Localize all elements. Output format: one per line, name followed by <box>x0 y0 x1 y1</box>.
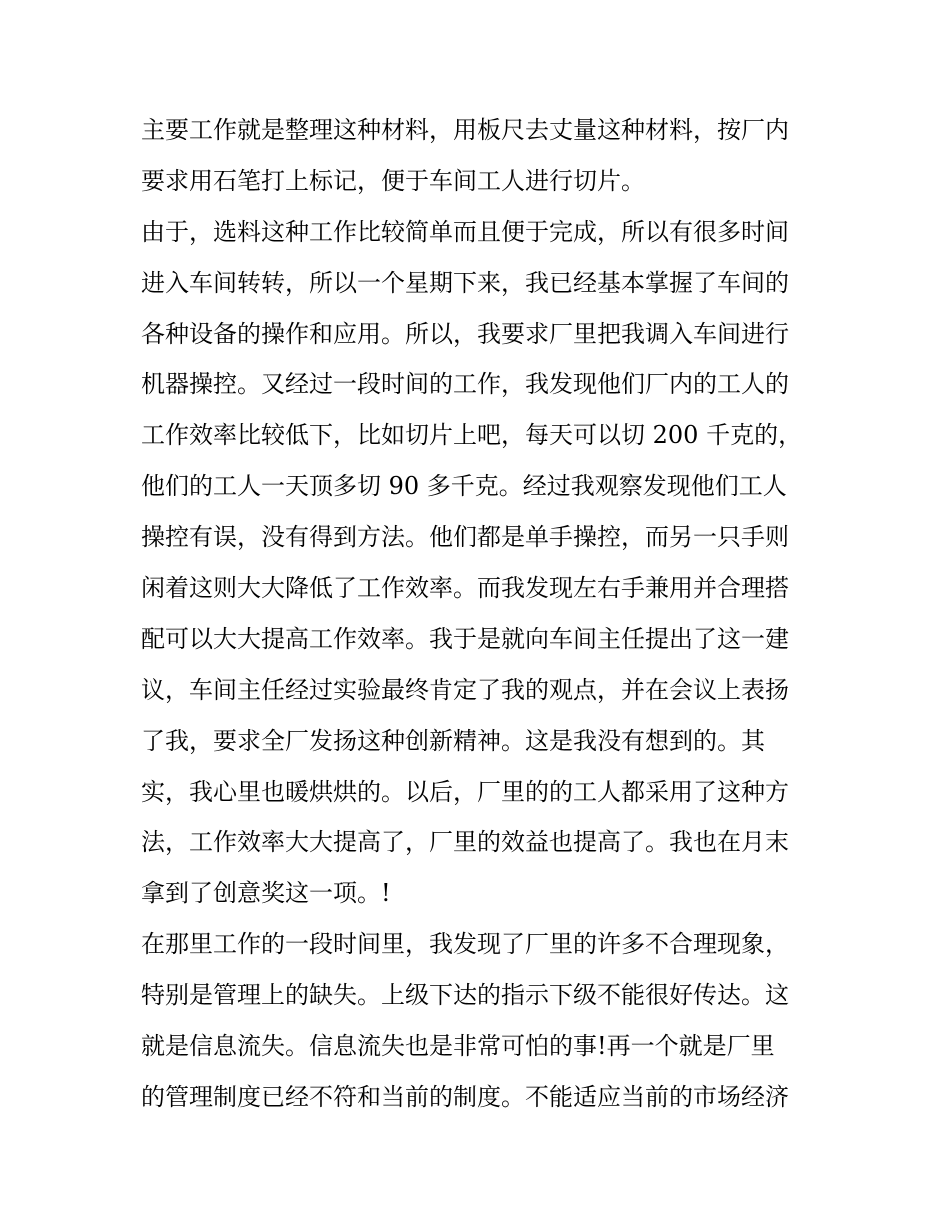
text-line: 议，车间主任经过实验最终肯定了我的观点，并在会议上表扬 <box>141 675 789 704</box>
text-line: 他们的工人一天顶多切 90 多千克。经过我观察发现他们工人 <box>141 472 787 501</box>
text-line: 机器操控。又经过一段时间的工作，我发现他们厂内的工人的 <box>141 370 789 399</box>
text-line: 操控有误，没有得到方法。他们都是单手操控，而另一只手则 <box>141 523 789 552</box>
text-line: 进入车间转转，所以一个星期下来，我已经基本掌握了车间的 <box>141 268 789 297</box>
text-line: 要求用石笔打上标记，便于车间工人进行切片。 <box>141 166 645 195</box>
text-line: 由于，选料这种工作比较简单而且便于完成，所以有很多时间 <box>141 217 789 246</box>
text-line: 各种设备的操作和应用。所以，我要求厂里把我调入车间进行 <box>141 319 789 348</box>
text-line: 了我，要求全厂发扬这种创新精神。这是我没有想到的。其 <box>141 726 765 755</box>
text-line: 的管理制度已经不符和当前的制度。不能适应当前的市场经济 <box>141 1082 789 1111</box>
text-line: 配可以大大提高工作效率。我于是就向车间主任提出了这一建 <box>141 624 789 653</box>
text-line: 在那里工作的一段时间里，我发现了厂里的许多不合理现象， <box>141 930 789 959</box>
text-line: 闲着这则大大降低了工作效率。而我发现左右手兼用并合理搭 <box>141 574 789 603</box>
text-line: 特别是管理上的缺失。上级下达的指示下级不能很好传达。这 <box>141 981 789 1010</box>
text-line: 主要工作就是整理这种材料，用板尺去丈量这种材料，按厂内 <box>141 116 789 144</box>
text-line: 法，工作效率大大提高了，厂里的效益也提高了。我也在月末 <box>141 828 789 857</box>
body-text <box>141 105 821 1123</box>
text-line: 拿到了创意奖这一项。! <box>141 879 391 908</box>
text-line: 工作效率比较低下，比如切片上吧，每天可以切 200 千克的， <box>141 421 803 450</box>
text-line: 实，我心里也暖烘烘的。以后，厂里的的工人都采用了这种方 <box>141 777 789 806</box>
text-line: 就是信息流失。信息流失也是非常可怕的事!再一个就是厂里 <box>141 1032 775 1061</box>
